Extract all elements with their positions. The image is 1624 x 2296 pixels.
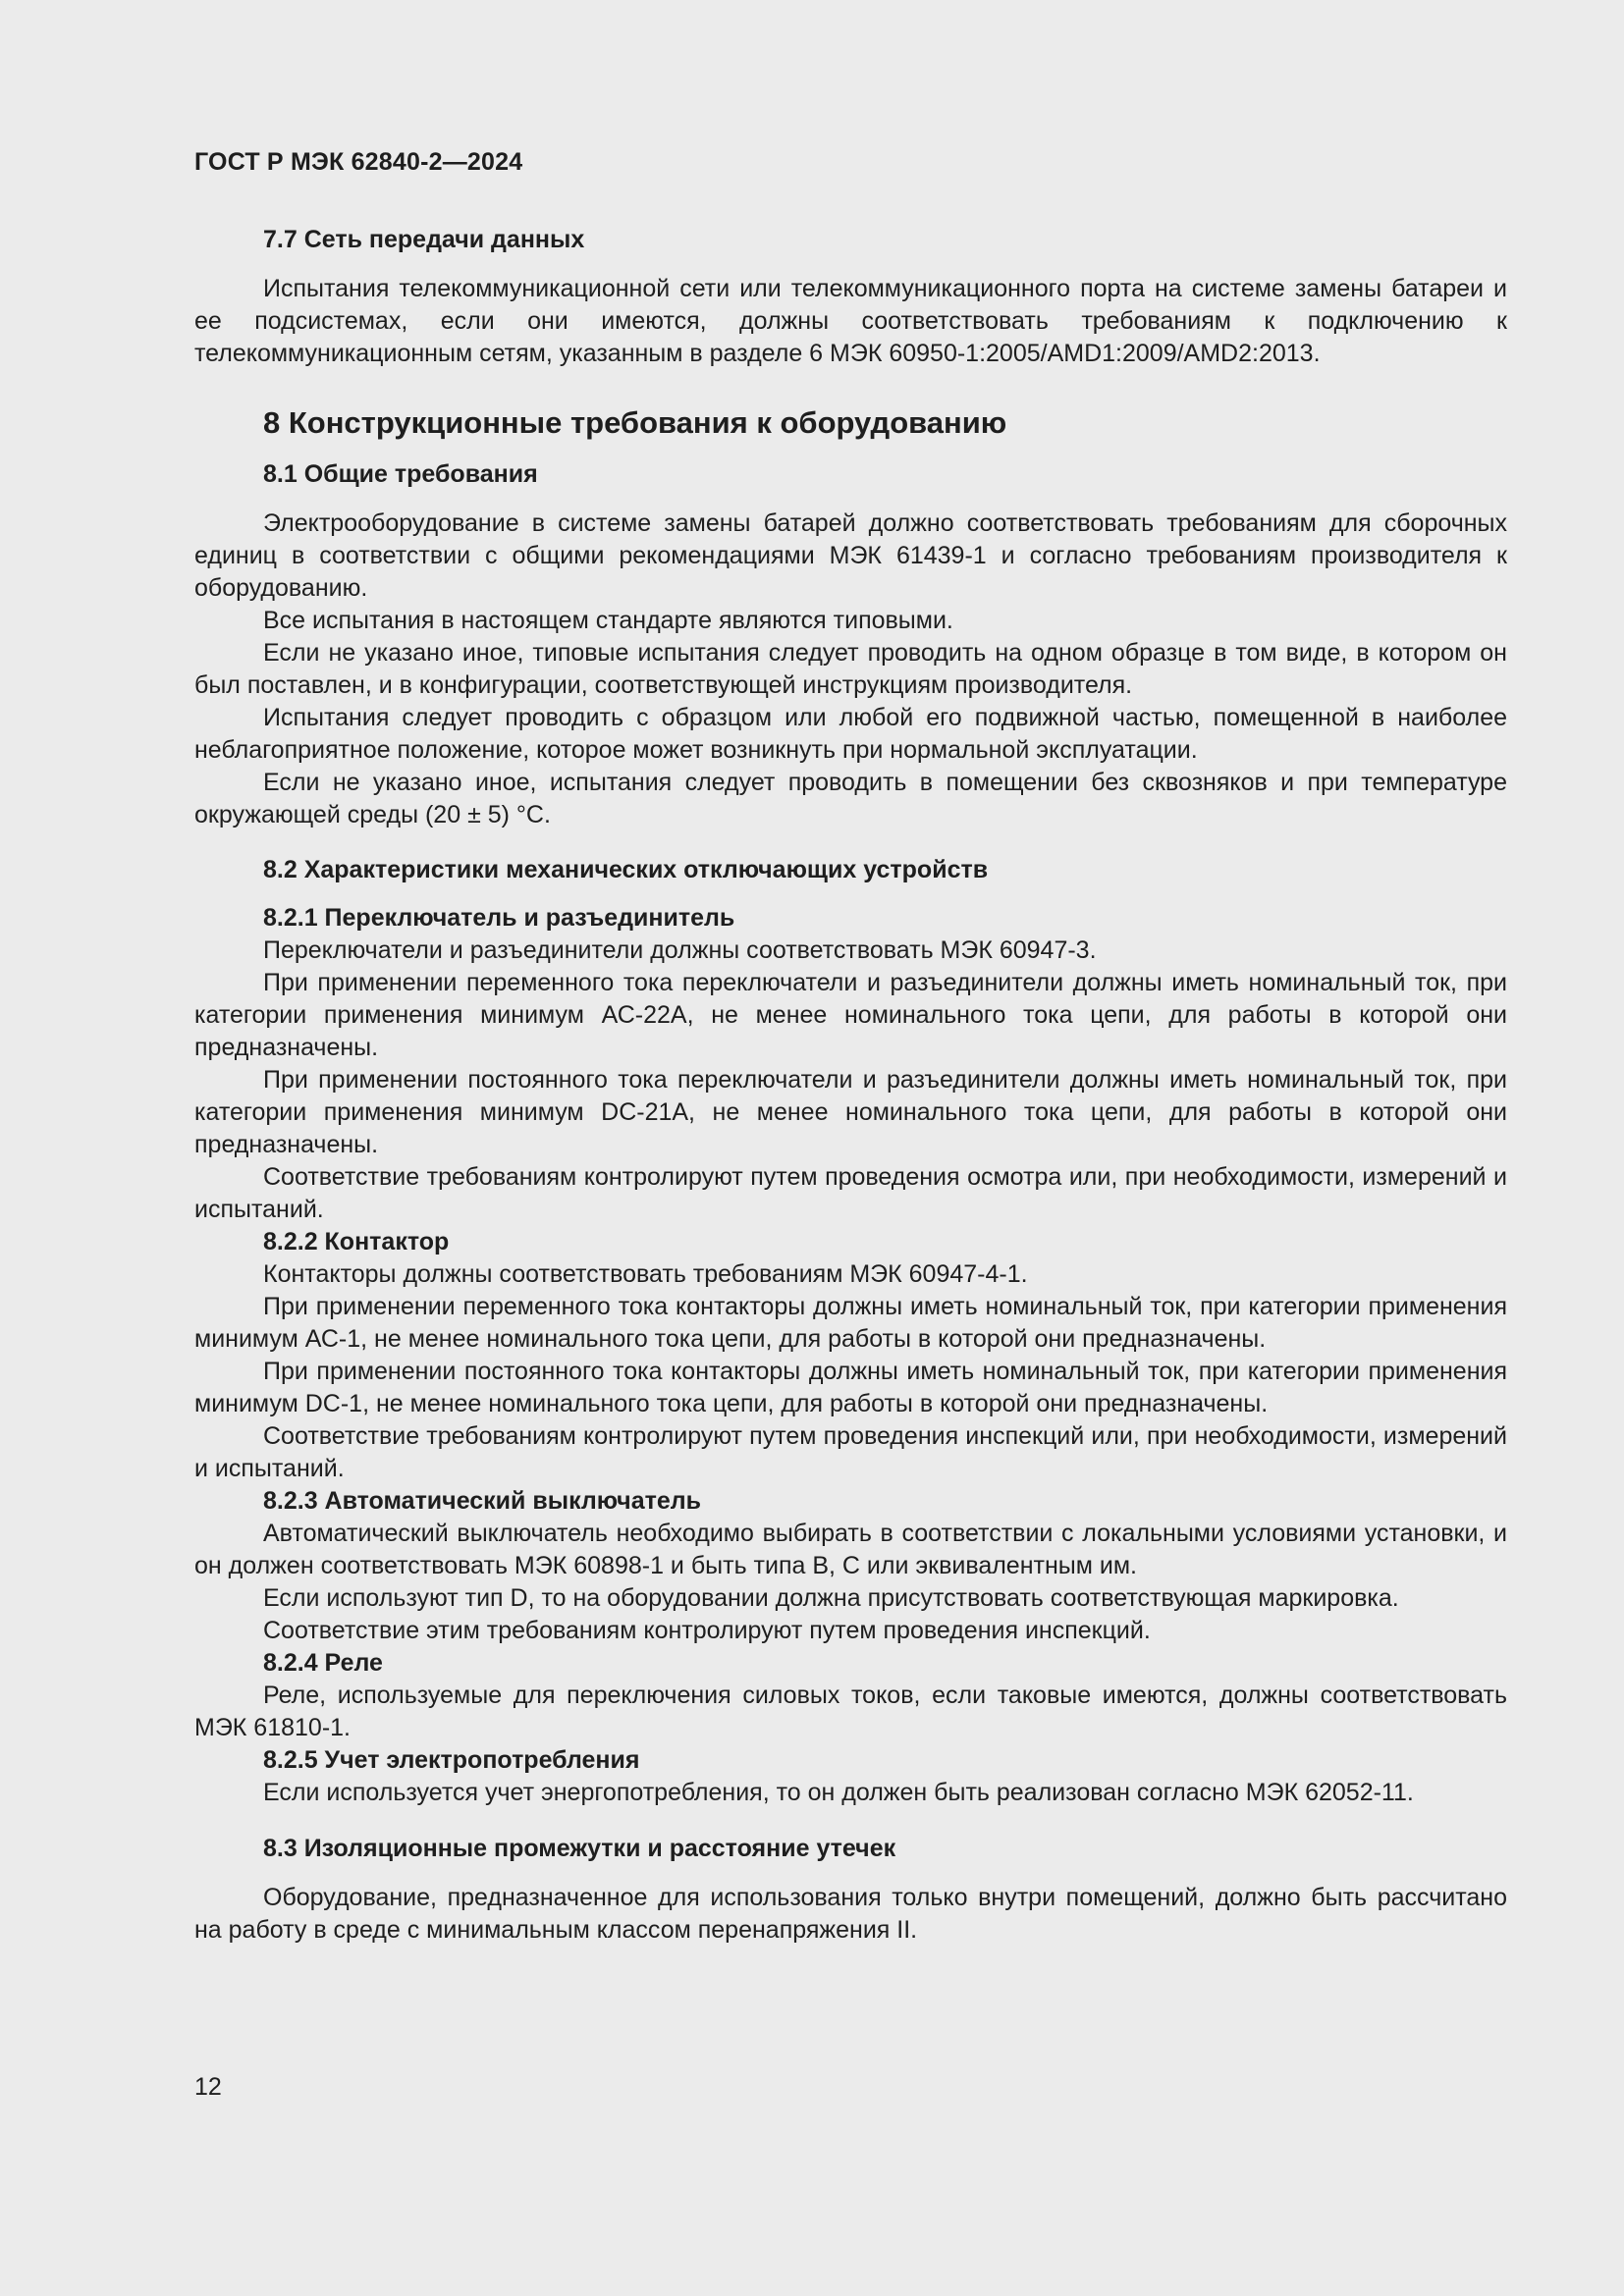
- paragraph: Реле, используемые для переключения силовых токов, если таковые имеются, должны соответствовать МЭК 61810-1.: [194, 1682, 1507, 1741]
- section-8-2-4-heading: 8.2.4 Реле: [263, 1649, 383, 1677]
- paragraph: Электрооборудование в системе замены батарей должно соответствовать требованиям для сборочных единиц в соответствии с общими рекомендациями МЭК 61439-1 и согласно требованиям производителя к оборудованию.: [194, 509, 1507, 602]
- paragraph: Оборудование, предназначенное для использования только внутри помещений, должно быть рассчитано на работу в среде с минимальным классом перенапряжения II.: [194, 1884, 1507, 1944]
- page-number: 12: [194, 2073, 222, 2101]
- section-8-2-3-heading: 8.2.3 Автоматический выключатель: [263, 1487, 701, 1515]
- section-7-7-heading: 7.7 Сеть передачи данных: [263, 226, 585, 253]
- paragraph: Испытания телекоммуникационной сети или телекоммуникационного порта на системе замены батареи и ее подсистемах, если они имеются, должны соответствовать требованиям к подключению к телекоммуникационным сетям, указанным в разделе 6 МЭК 60950-1:2005/AMD1:2009/AMD2:2013.: [194, 275, 1507, 367]
- paragraph: При применении постоянного тока контакторы должны иметь номинальный ток, при категории применения минимум DC-1, не менее номинального тока цепи, для работы в которой они предназначены.: [194, 1358, 1507, 1417]
- section-8-1-heading: 8.1 Общие требования: [263, 460, 538, 488]
- paragraph: Если не указано иное, типовые испытания следует проводить на одном образце в том виде, в котором он был поставлен, и в конфигурации, соответствующей инструкциям производителя.: [194, 639, 1507, 699]
- paragraph: Все испытания в настоящем стандарте являются типовыми.: [263, 607, 953, 634]
- section-8-3-heading: 8.3 Изоляционные промежутки и расстояние утечек: [263, 1835, 896, 1862]
- paragraph: При применении переменного тока переключатели и разъединители должны иметь номинальный ток, при категории применения минимум АС-22А, не менее номинального тока цепи, для работы в которой они предназначены.: [194, 969, 1507, 1061]
- paragraph: Контакторы должны соответствовать требованиям МЭК 60947-4-1.: [263, 1260, 1028, 1288]
- section-8-heading: 8 Конструкционные требования к оборудованию: [263, 405, 1007, 440]
- section-8-2-5-heading: 8.2.5 Учет электропотребления: [263, 1746, 640, 1774]
- paragraph: Если используется учет энергопотребления, то он должен быть реализован согласно МЭК 62052-11.: [263, 1779, 1414, 1806]
- document-code-header: ГОСТ Р МЭК 62840-2—2024: [194, 148, 523, 176]
- paragraph: При применении постоянного тока переключатели и разъединители должны иметь номинальный ток, при категории применения минимум DC-21A, не менее номинального тока цепи, для работы в которой они предназначены.: [194, 1066, 1507, 1158]
- section-8-2-heading: 8.2 Характеристики механических отключающих устройств: [263, 856, 989, 883]
- paragraph: Соответствие этим требованиям контролируют путем проведения инспекций.: [263, 1617, 1151, 1644]
- paragraph: Испытания следует проводить с образцом или любой его подвижной частью, помещенной в наиболее неблагоприятное положение, которое может возникнуть при нормальной эксплуатации.: [194, 704, 1507, 764]
- section-8-2-1-heading: 8.2.1 Переключатель и разъединитель: [263, 904, 735, 932]
- document-body: [194, 224, 1507, 1947]
- paragraph: Автоматический выключатель необходимо выбирать в соответствии с локальными условиями установки, и он должен соответствовать МЭК 60898-1 и быть типа В, С или эквивалентным им.: [194, 1520, 1507, 1579]
- section-8-2-2-heading: 8.2.2 Контактор: [263, 1228, 450, 1255]
- paragraph: Соответствие требованиям контролируют путем проведения инспекций или, при необходимости, измерений и испытаний.: [194, 1422, 1507, 1482]
- paragraph: Если используют тип D, то на оборудовании должна присутствовать соответствующая маркировка.: [263, 1584, 1399, 1612]
- paragraph: Если не указано иное, испытания следует проводить в помещении без сквозняков и при температуре окружающей среды (20 ± 5) °С.: [194, 769, 1507, 828]
- paragraph: Соответствие требованиям контролируют путем проведения осмотра или, при необходимости, измерений и испытаний.: [194, 1163, 1507, 1223]
- paragraph: Переключатели и разъединители должны соответствовать МЭК 60947-3.: [263, 936, 1097, 964]
- paragraph: При применении переменного тока контакторы должны иметь номинальный ток, при категории применения минимум АС-1, не менее номинального тока цепи, для работы в которой они предназначены.: [194, 1293, 1507, 1353]
